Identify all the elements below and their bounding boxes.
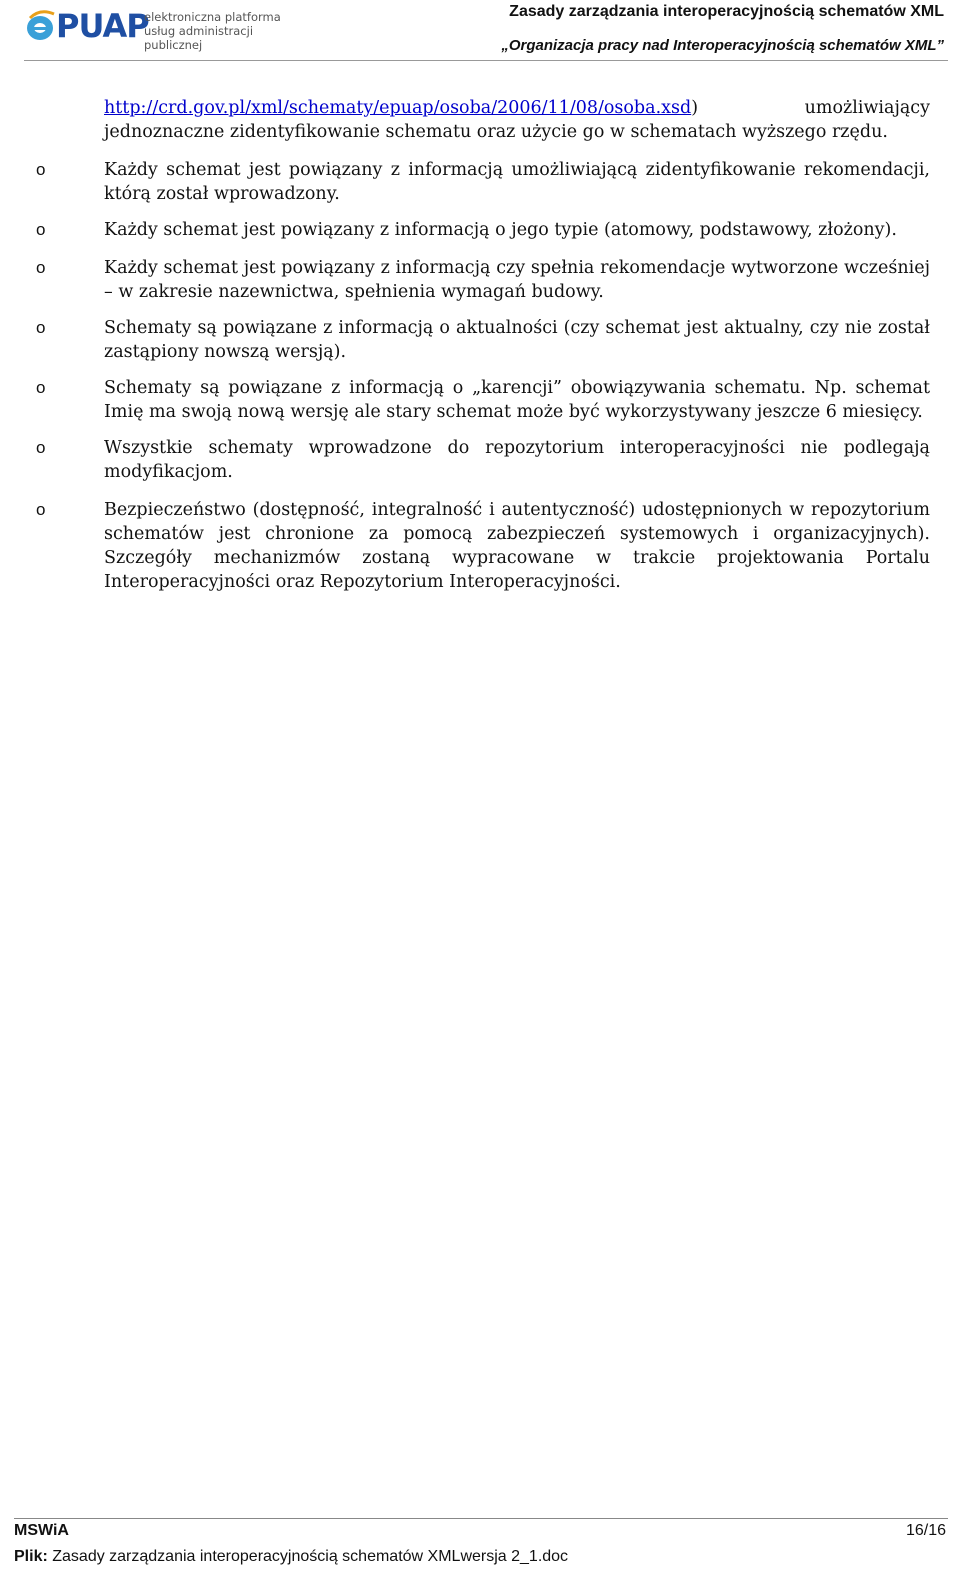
page-header xyxy=(0,0,960,62)
list-item-text: Wszystkie schematy wprowadzone do repozytorium interoperacyjności nie podlegają modyfikacjom. xyxy=(104,438,930,482)
document-body xyxy=(0,96,960,594)
logo-tagline xyxy=(144,10,314,52)
document-subtitle: „Organizacja pracy nad Interoperacyjnością schematów XML” xyxy=(501,37,944,54)
bullet-marker: o xyxy=(36,318,46,337)
footer-file-info xyxy=(14,1548,568,1566)
list-item-text: Bezpieczeństwo (dostępność, integralność i autentyczność) udostępnionych w repozytorium schematów jest chronione za pomocą zabezpieczeń systemowych i organizacyjnych). Szczegóły mechanizmów zostaną wypracowane w trakcie projektowania Portalu Interoperacyjności oraz Repozytorium Interoperacyjności. xyxy=(104,500,930,592)
list-item xyxy=(0,256,960,304)
intro-paragraph xyxy=(0,96,960,144)
list-item xyxy=(0,436,960,484)
header-titles xyxy=(501,2,944,56)
bullet-marker: o xyxy=(36,258,46,277)
bullet-marker: o xyxy=(36,160,46,179)
logo-tagline-line-1: elektroniczna platforma xyxy=(144,10,281,24)
list-item xyxy=(0,158,960,206)
document-title: Zasady zarządzania interoperacyjnością schematów XML xyxy=(509,3,944,20)
logo-word: PUAP xyxy=(56,7,149,45)
footer-org: MSWiA xyxy=(14,1522,69,1539)
bullet-marker: o xyxy=(36,220,46,239)
bullet-marker: o xyxy=(36,378,46,397)
epuap-logo xyxy=(24,6,314,52)
list-item xyxy=(0,218,960,242)
list-item xyxy=(0,316,960,364)
footer-file-name: Zasady zarządzania interoperacyjnością schematów XMLwersja 2_1.doc xyxy=(47,1548,569,1565)
list-item-text: Schematy są powiązane z informacją o aktualności (czy schemat jest aktualny, czy nie został zastąpiony nowszą wersją). xyxy=(104,318,930,362)
logo-tagline-line-2: usług administracji publicznej xyxy=(144,24,254,52)
schema-link[interactable]: http://crd.gov.pl/xml/schematy/epuap/osoba/2006/11/08/osoba.xsd xyxy=(104,98,692,118)
header-divider xyxy=(24,60,948,61)
list-item xyxy=(0,498,960,594)
list-item-text: Każdy schemat jest powiązany z informacją umożliwiającą zidentyfikowanie rekomendacji, którą został wprowadzony. xyxy=(104,160,930,204)
bullet-list xyxy=(0,158,960,594)
list-item-text: Schematy są powiązane z informacją o „karencji” obowiązywania schematu. Np. schemat Imię ma swoją nową wersję ale stary schemat może być wykorzystywany jeszcze 6 miesięcy. xyxy=(104,378,930,422)
footer-divider xyxy=(14,1518,948,1519)
list-item-text: Każdy schemat jest powiązany z informacją czy spełnia rekomendacje wytworzone wcześniej – w zakresie nazewnictwa, spełnienia wymagań budowy. xyxy=(104,258,930,302)
footer-file-label: Plik: xyxy=(14,1548,48,1565)
page-number: 16/16 xyxy=(905,1522,946,1539)
bullet-marker: o xyxy=(36,500,46,519)
list-item xyxy=(0,376,960,424)
list-item-text: Każdy schemat jest powiązany z informacją o jego typie (atomowy, podstawowy, złożony). xyxy=(104,220,897,240)
intro-text: ) umożliwiający jednoznaczne zidentyfikowanie schematu oraz użycie go w schematach wyższego rzędu. xyxy=(104,98,930,142)
bullet-marker: o xyxy=(36,438,46,457)
